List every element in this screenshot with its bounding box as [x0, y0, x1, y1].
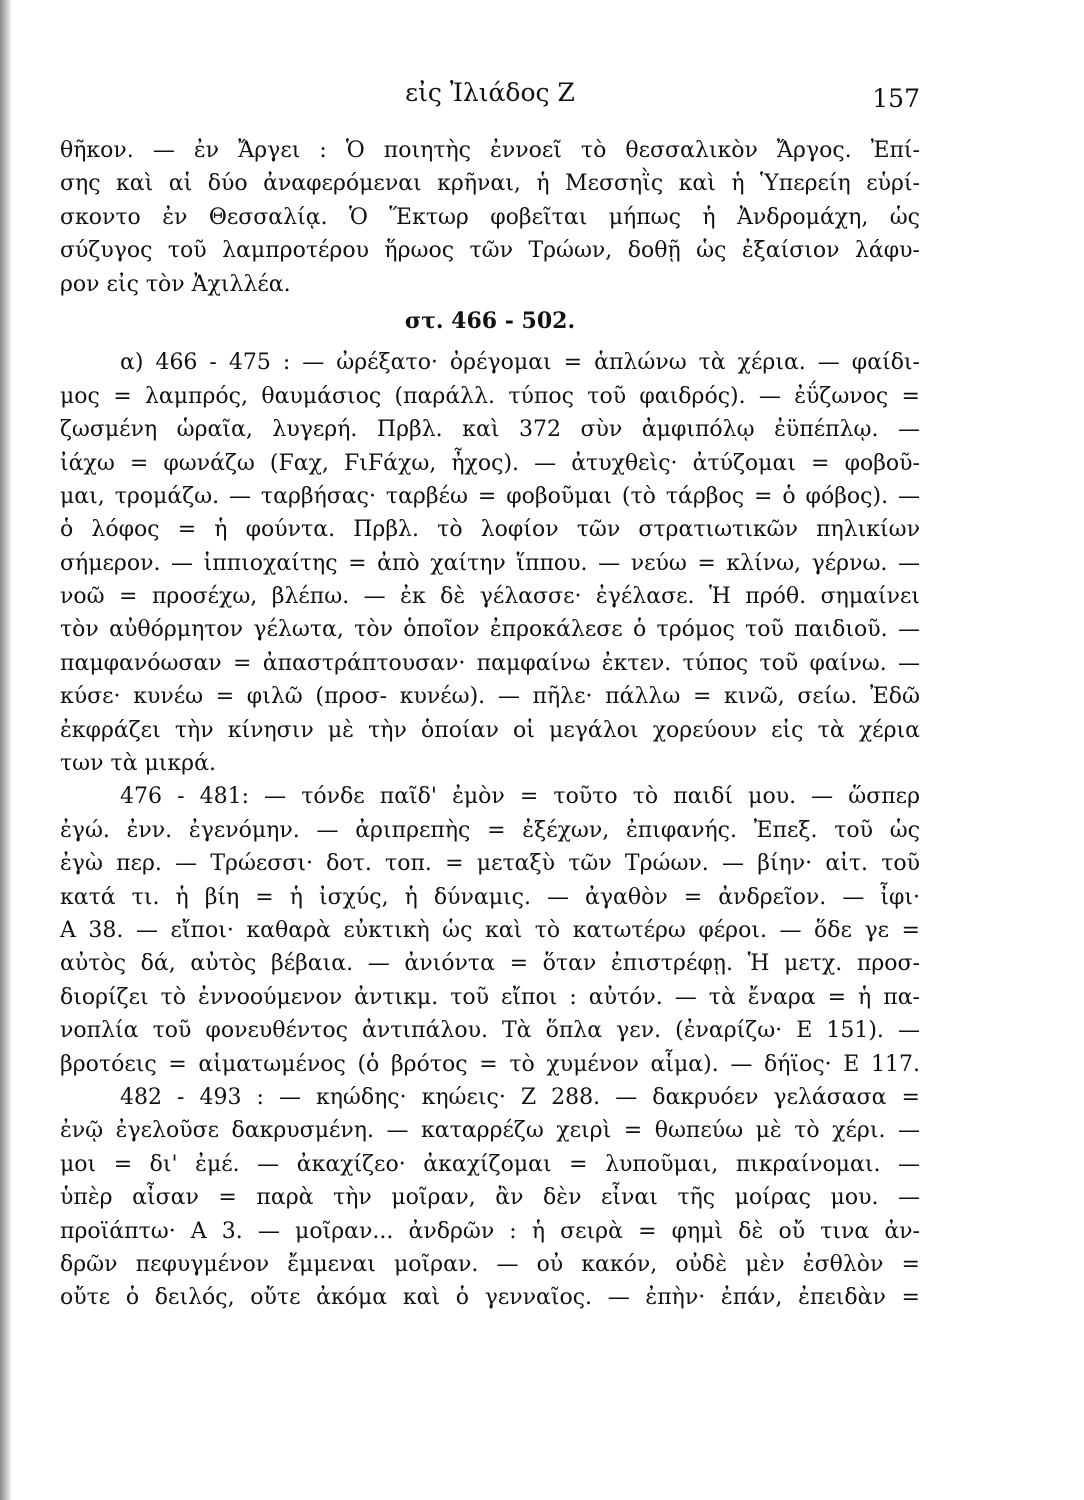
text-line: 476 - 481: — τόνδε παῖδ' ἐμὸν = τοῦτο τὸ παιδί μου. — ὥσπερ: [120, 784, 920, 810]
text-line: ρον εἰς τὸν Ἀχιλλέα.: [60, 271, 291, 297]
text-line: νοῶ = προσέχω, βλέπω. — ἐκ δὲ γέλασσε· ἐγέλασε. Ἡ πρόθ. σημαίνει: [60, 584, 920, 610]
text-line: ὁ λόφος = ἡ φούντα. Πρβλ. τὸ λοφίον τῶν στρατιωτικῶν πηλικίων: [60, 517, 920, 543]
text-line: τὸν αὐθόρμητον γέλωτα, τὸν ὁποῖον ἐπροκάλεσε ὁ τρόμος τοῦ παιδιοῦ. —: [60, 617, 920, 643]
text-line: νοπλία τοῦ φονευθέντος ἀντιπάλου. Τὰ ὅπλα γεν. (ἐναρίζω· Ε 151). —: [60, 1018, 920, 1044]
text-line: ἰάχω = φωνάζω (Ϝαχ, ϜιϜάχω, ἦχος). — ἀτυχθεὶς· ἀτύζομαι = φοβοῦ-: [60, 450, 920, 476]
text-line: ἐγὼ περ. — Τρώεσσι· δοτ. τοπ. = μεταξὺ τῶν Τρώων. — βίην· αἰτ. τοῦ: [60, 851, 920, 877]
text-line: θῆκον. — ἐν Ἄργει : Ὁ ποιητὴς ἐννοεῖ τὸ θεσσαλικὸν Ἄργος. Ἐπί-: [60, 138, 920, 163]
page-number: 157: [872, 84, 920, 113]
text-line: α) 466 - 475 : — ὠρέξατο· ὀρέγομαι = ἁπλώνω τὰ χέρια. — φαίδι-: [120, 350, 920, 376]
text-line: Α 38. — εἴποι· καθαρὰ εὐκτικὴ ὡς καὶ τὸ κατωτέρω φέροι. — ὅδε γε =: [60, 917, 920, 943]
text-line: σήμερον. — ἱππιοχαίτης = ἀπὸ χαίτην ἵππου. — νεύω = κλίνω, γέρνω. —: [60, 550, 920, 576]
commentary-text: [60, 134, 920, 1315]
text-line: σύζυγος τοῦ λαμπροτέρου ἥρωος τῶν Τρώων, δοθῇ ὡς ἐξαίσιον λάφυ-: [60, 238, 920, 264]
text-line: προϊάπτω· Α 3. — μοῖραν... ἀνδρῶν : ἡ σειρὰ = φημὶ δὲ οὔ τινα ἀν-: [60, 1218, 920, 1244]
text-line: οὔτε ὁ δειλός, οὔτε ἀκόμα καὶ ὁ γενναῖος. — ἐπὴν· ἐπάν, ἐπειδὰν =: [60, 1285, 920, 1311]
page-header: [60, 78, 920, 118]
text-line: ἐγώ. ἐνν. ἐγενόμην. — ἀριπρεπὴς = ἐξέχων, ἐπιφανής. Ἐπεξ. τοῦ ὡς: [60, 817, 920, 843]
text-line: ἐνῷ ἐγελοῦσε δακρυσμένη. — καταρρέζω χειρὶ = θωπεύω μὲ τὸ χέρι. —: [60, 1118, 920, 1144]
text-line: βροτόεις = αἱματωμένος (ὁ βρότος = τὸ χυμένον αἷμα). — δήϊος· Ε 117.: [60, 1051, 920, 1077]
running-head: εἰς Ἰλιάδος Ζ: [405, 78, 575, 107]
text-line: ὑπὲρ αἶσαν = παρὰ τὴν μοῖραν, ἂν δὲν εἶναι τῆς μοίρας μου. —: [60, 1185, 920, 1211]
text-line: δρῶν πεφυγμένον ἔμμεναι μοῖραν. — οὐ κακόν, οὐδὲ μὲν ἐσθλὸν =: [60, 1251, 920, 1277]
text-line: μος = λαμπρός, θαυμάσιος (παράλλ. τύπος τοῦ φαιδρός). — ἐΰζωνος =: [60, 383, 920, 409]
text-line: διορίζει τὸ ἐννοούμενον ἀντικμ. τοῦ εἴποι : αὐτόν. — τὰ ἔναρα = ἡ πα-: [60, 984, 920, 1010]
text-line: κατά τι. ἡ βίη = ἡ ἰσχύς, ἡ δύναμις. — ἀγαθὸν = ἀνδρεῖον. — ἶφι·: [60, 884, 920, 910]
text-line: ζωσμένη ὡραῖα, λυγερή. Πρβλ. καὶ 372 σὺν ἀμφιπόλῳ ἐϋπέπλῳ. —: [60, 417, 920, 443]
text-line: μοι = δι' ἐμέ. — ἀκαχίζεο· ἀκαχίζομαι = λυποῦμαι, πικραίνομαι. —: [60, 1151, 920, 1177]
text-line: των τὰ μικρά.: [60, 751, 216, 777]
text-line: παμφανόωσαν = ἀπαστράπτουσαν· παμφαίνω ἐκτεν. τύπος τοῦ φαίνω. —: [60, 650, 920, 676]
text-line: κύσε· κυνέω = φιλῶ (προσ- κυνέω). — πῆλε· πάλλω = κινῶ, σείω. Ἐδῶ: [60, 684, 920, 710]
section-heading: στ. 466 - 502.: [404, 307, 576, 334]
text-line: αὐτὸς δά, αὐτὸς βέβαια. — ἀνιόντα = ὅταν ἐπιστρέφῃ. Ἡ μετχ. προσ-: [60, 951, 920, 977]
text-line: μαι, τρομάζω. — ταρβήσας· ταρβέω = φοβοῦμαι (τὸ τάρβος = ὁ φόβος). —: [60, 483, 920, 509]
text-line: σης καὶ αἱ δύο ἀναφερόμεναι κρῆναι, ἡ Μεσσηῒς καὶ ἡ Ὑπερείη εὑρί-: [60, 171, 920, 197]
text-line: 482 - 493 : — κηώδης· κηώεις· Ζ 288. — δακρυόεν γελάσασα =: [120, 1084, 920, 1110]
text-line: σκοντο ἐν Θεσσαλίᾳ. Ὁ Ἕκτωρ φοβεῖται μήπως ἡ Ἀνδρομάχη, ὡς: [60, 204, 920, 230]
book-binding-shadow: [0, 0, 12, 1500]
text-line: ἐκφράζει τὴν κίνησιν μὲ τὴν ὁποίαν οἱ μεγάλοι χορεύουν εἰς τὰ χέρια: [60, 717, 920, 743]
